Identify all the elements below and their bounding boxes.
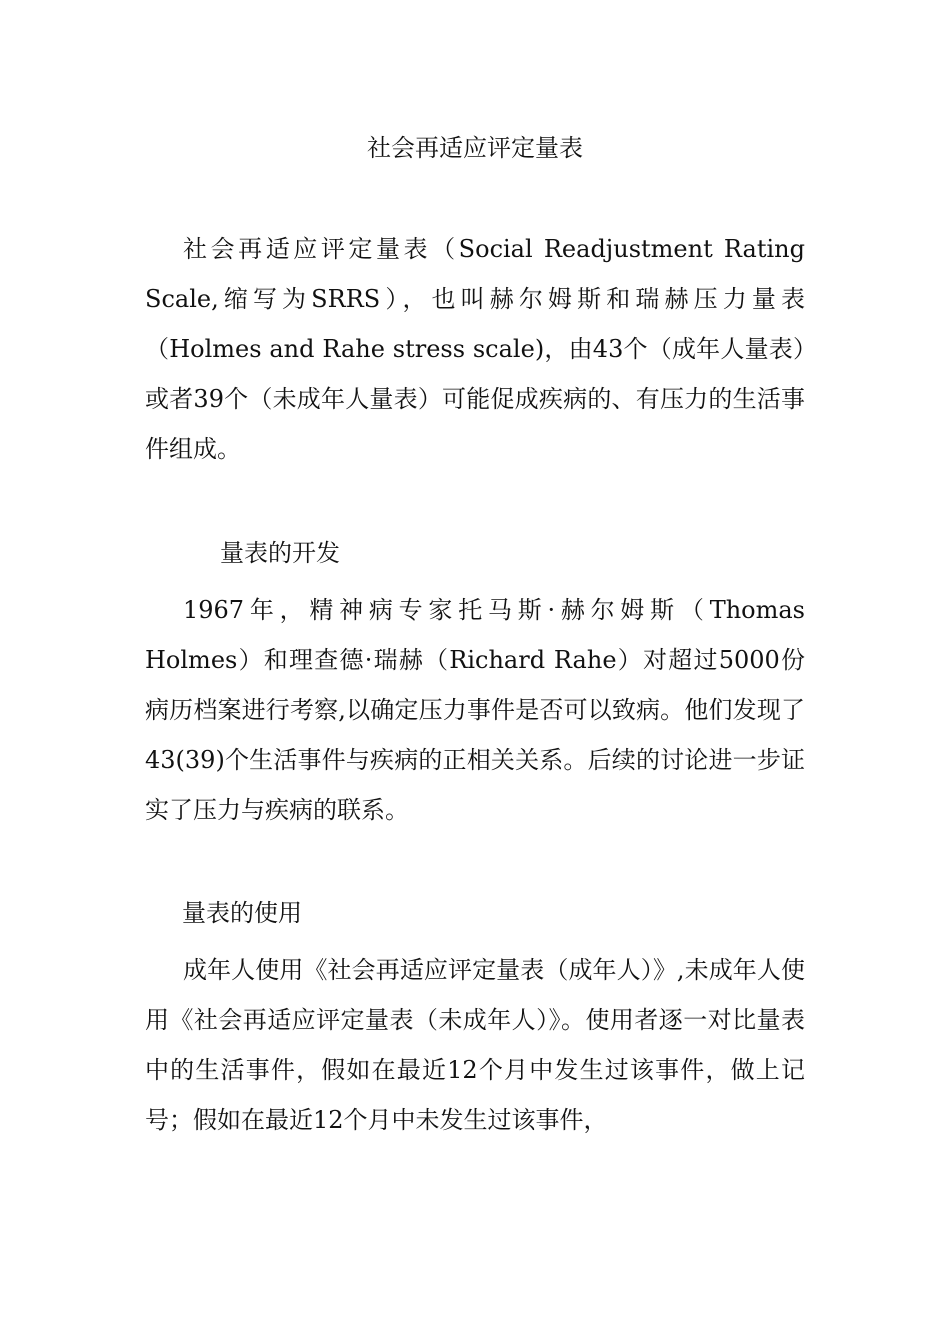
section-heading-usage: 量表的使用 bbox=[182, 899, 302, 927]
document-title: 社会再适应评定量表 bbox=[367, 134, 583, 162]
section-heading-development: 量表的开发 bbox=[220, 539, 340, 567]
intro-paragraph: 社会再适应评定量表（Social Readjustment Rating Scale,缩写为SRRS），也叫赫尔姆斯和瑞赫压力量表（Holmes and Rahe stress scale)，由43个（成年人量表）或者39个（未成年人量表）可能促成疾病的、有压力的生活事件组成。 bbox=[145, 235, 805, 463]
development-paragraph: 1967年，精神病专家托马斯·赫尔姆斯（Thomas Holmes）和理查德·瑞赫（Richard Rahe）对超过5000份病历档案进行考察,以确定压力事件是否可以致病。他们发现了43(39)个生活事件与疾病的正相关关系。后续的讨论进一步证实了压力与疾病的联系。 bbox=[145, 596, 805, 824]
usage-paragraph: 成年人使用《社会再适应评定量表（成年人）》,未成年人使用《社会再适应评定量表（未成年人）》。使用者逐一对比量表中的生活事件，假如在最近12个月中发生过该事件，做上记号；假如在最近12个月中未发生过该事件， bbox=[145, 956, 805, 1134]
